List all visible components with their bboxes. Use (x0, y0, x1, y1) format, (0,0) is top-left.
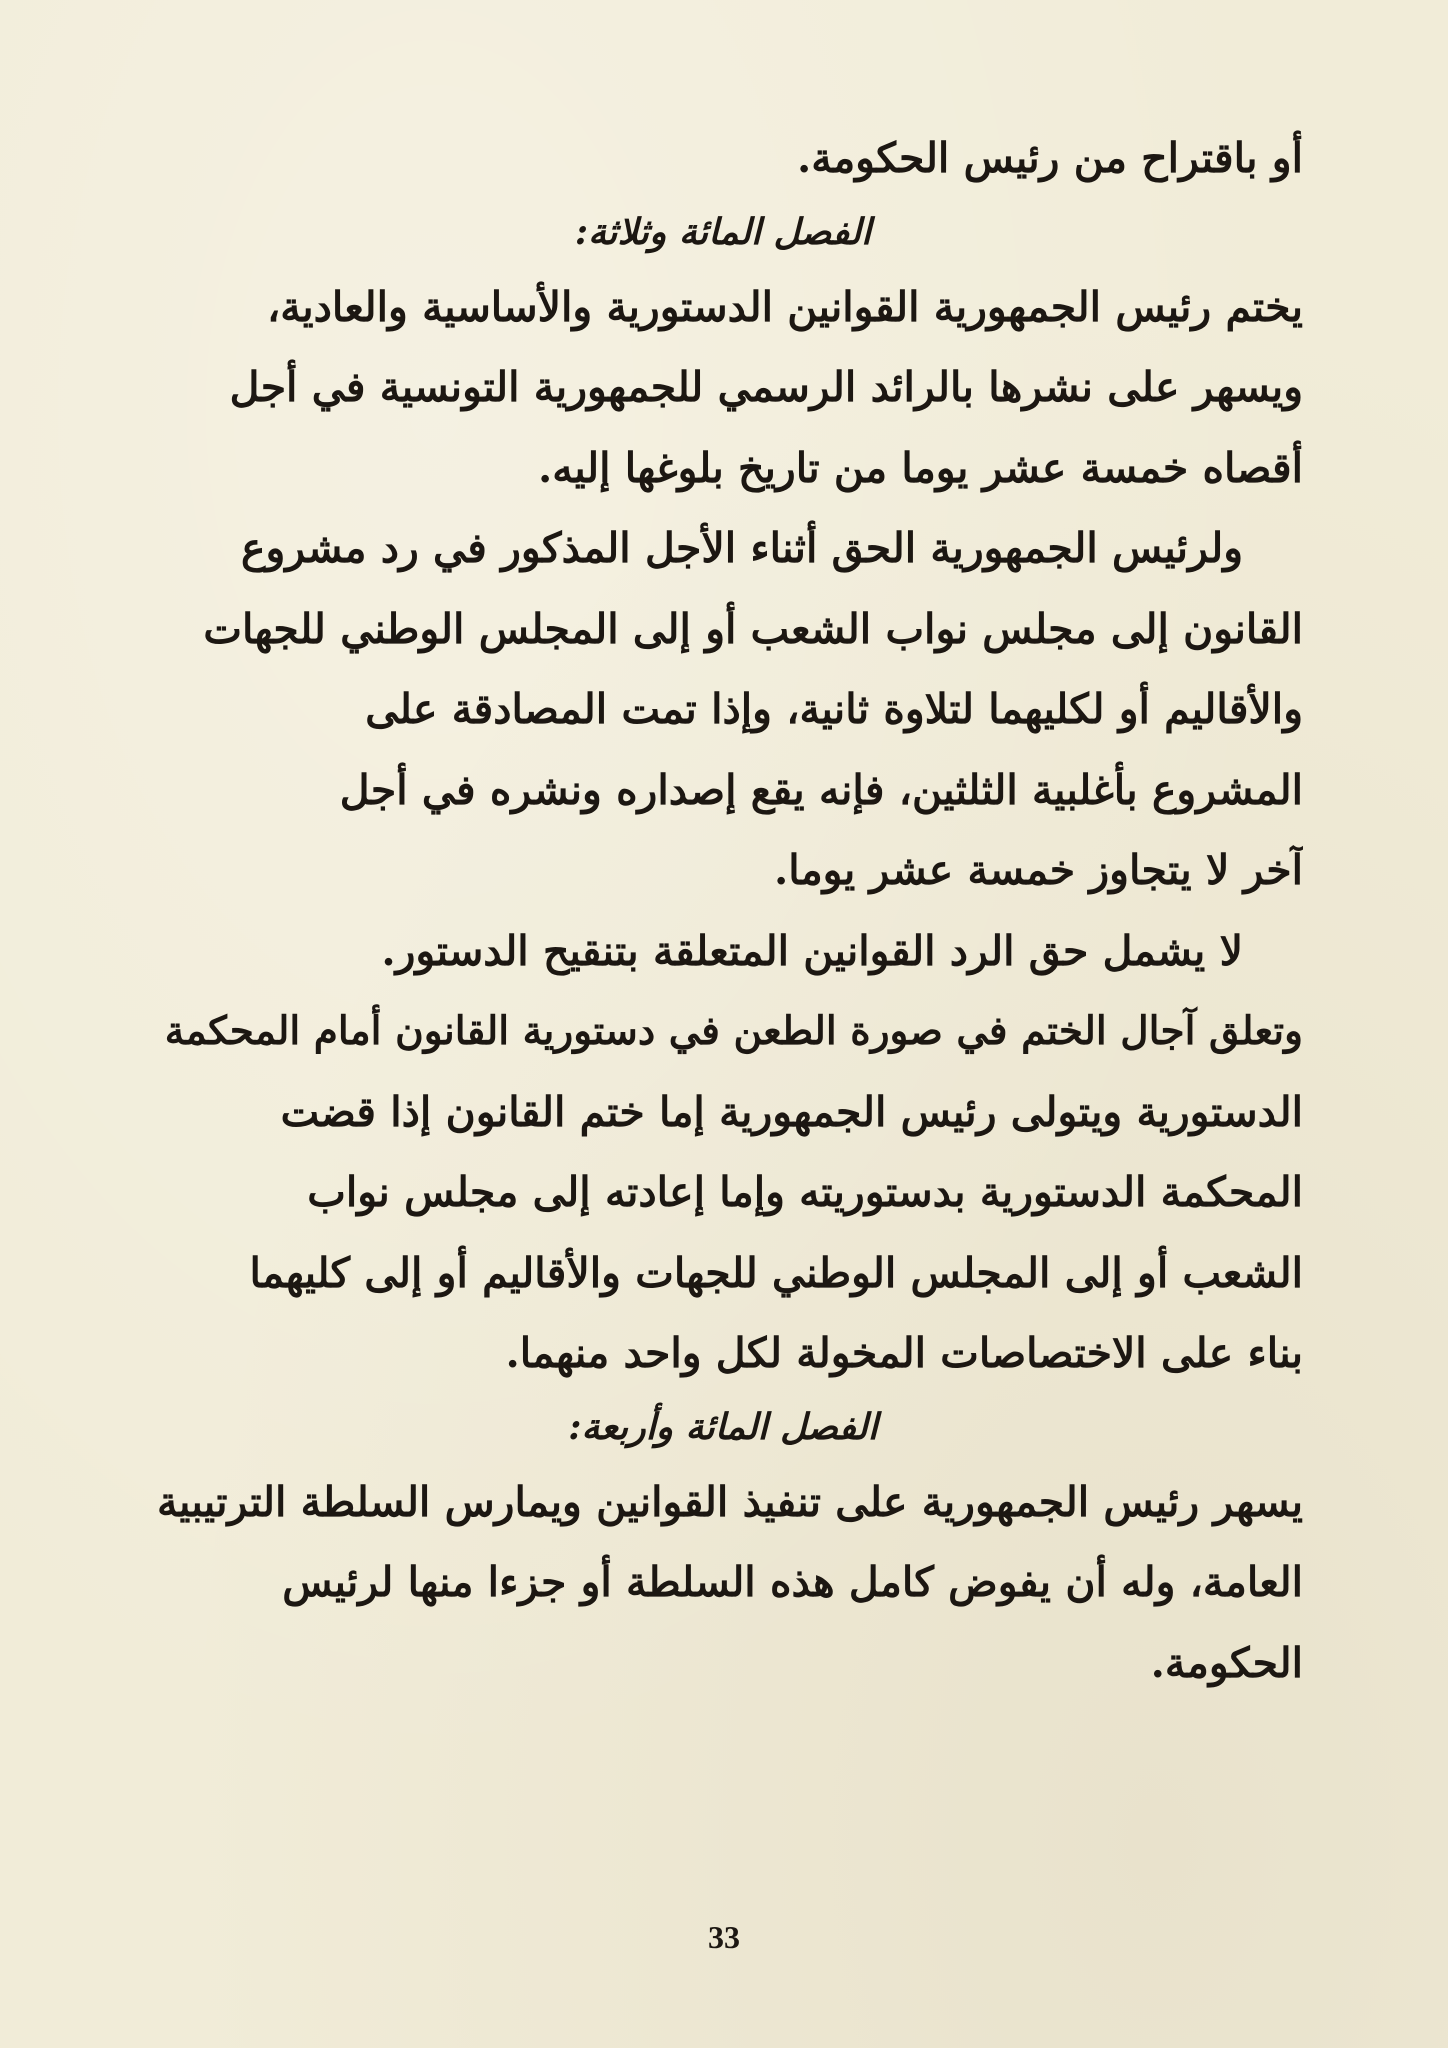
text-line: والأقاليم أو لكليهما لتلاوة ثانية، وإذا تمت المصادقة على (365, 685, 1303, 733)
text-line: ولرئيس الجمهورية الحق أثناء الأجل المذكور في رد مشروع (241, 524, 1243, 572)
text-line: ويسهر على نشرها بالرائد الرسمي للجمهورية التونسية في أجل (229, 363, 1303, 411)
text-line: المحكمة الدستورية بدستوريته وإما إعادته إلى مجلس نواب (307, 1168, 1303, 1216)
text-line: يسهر رئيس الجمهورية على تنفيذ القوانين ويمارس السلطة الترتيبية (157, 1477, 1303, 1526)
text-line: أقصاه خمسة عشر يوما من تاريخ بلوغها إليه. (537, 443, 1303, 492)
text-line: لا يشمل حق الرد القوانين المتعلقة بتنقيح الدستور. (381, 926, 1243, 975)
text-line: المشروع بأغلبية الثلثين، فإنه يقع إصداره ونشره في أجل (339, 765, 1303, 814)
text-line: العامة، وله أن يفوض كامل هذه السلطة أو جزءا منها لرئيس (282, 1558, 1303, 1606)
article-heading-103: الفصل المائة وثلاثة: (574, 210, 872, 253)
text-line: وتعلق آجال الختم في صورة الطعن في دستورية القانون أمام المحكمة (164, 1008, 1303, 1054)
article-heading-104: الفصل المائة وأربعة: (568, 1405, 878, 1448)
text-line: أو باقتراح من رئيس الحكومة. (796, 134, 1303, 182)
document-body (143, 118, 1303, 1703)
text-line: بناء على الاختصاصات المخولة لكل واحد منهما. (505, 1329, 1303, 1377)
text-line: الحكومة. (1150, 1638, 1303, 1687)
text-line: القانون إلى مجلس نواب الشعب أو إلى المجلس الوطني للجهات (203, 604, 1303, 653)
text-line: الدستورية ويتولى رئيس الجمهورية إما ختم القانون إذا قضت (280, 1087, 1303, 1136)
text-line: آخر لا يتجاوز خمسة عشر يوما. (773, 846, 1303, 894)
text-line: يختم رئيس الجمهورية القوانين الدستورية والأساسية والعادية، (266, 282, 1303, 331)
text-line: الشعب أو إلى المجلس الوطني للجهات والأقاليم أو إلى كليهما (249, 1248, 1303, 1297)
page-number: 33 (708, 1919, 740, 1955)
